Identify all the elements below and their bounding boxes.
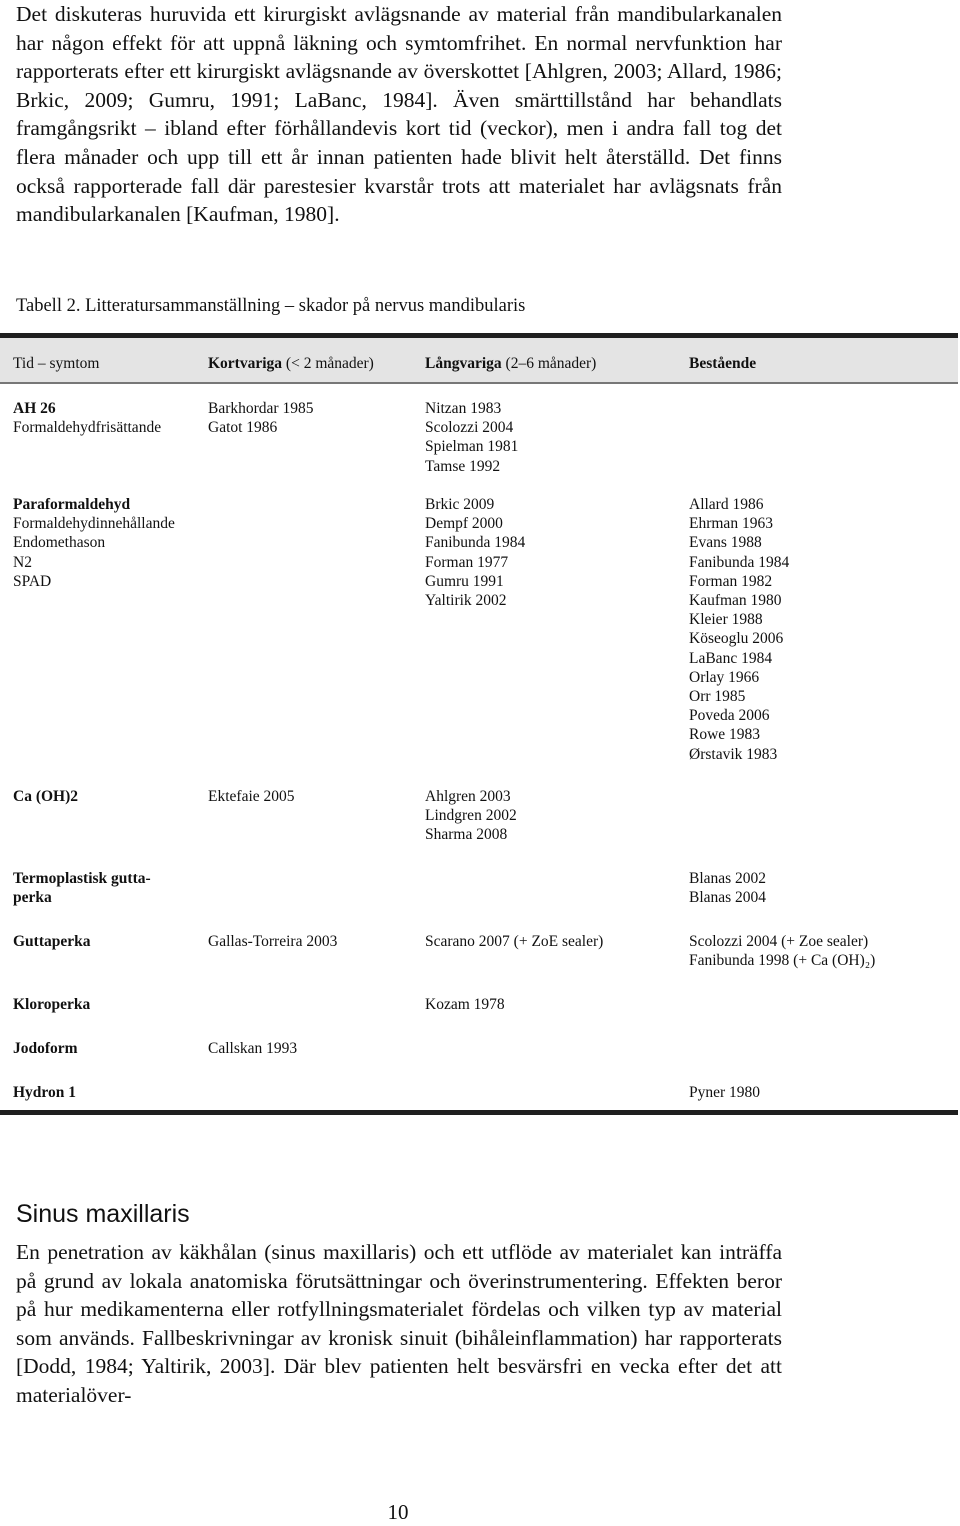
table-cell-material: Paraformaldehyd	[13, 496, 131, 513]
table-cell-permanent: Forman 1982	[689, 572, 773, 590]
table-cell-permanent: LaBanc 1984	[689, 649, 773, 667]
table-cell-long: Lindgren 2002	[425, 807, 517, 825]
table-cell-permanent: Kaufman 1980	[689, 592, 782, 609]
table-cell-long: Tamse 1992	[425, 457, 501, 475]
table-cell-material: AH 26	[13, 400, 56, 417]
header-short-term	[208, 355, 374, 373]
table-cell-permanent: Fanibunda 1998 (+ Ca (OH)₂)	[689, 952, 876, 970]
table-cell-short: Callskan 1993	[208, 1040, 298, 1057]
table-bottom-rule	[0, 1110, 958, 1115]
table-cell-long: Brkic 2009	[425, 496, 495, 513]
table-cell-long: Scolozzi 2004	[425, 419, 514, 437]
table-cell-permanent: Blanas 2004	[689, 889, 767, 907]
table-cell-permanent: Rowe 1983	[689, 726, 761, 744]
table-cell-material: Jodoform	[13, 1040, 78, 1057]
table-cell-permanent: Scolozzi 2004 (+ Zoe sealer)	[689, 933, 869, 950]
table-caption: Tabell 2. Litteratursammanställning – skador på nervus mandibularis	[16, 296, 526, 316]
table-cell-short: Ektefaie 2005	[208, 788, 295, 805]
header-long-term	[425, 355, 596, 373]
table-cell-long: Dempf 2000	[425, 515, 503, 533]
table-cell-long: Ahlgren 2003	[425, 788, 511, 805]
table-cell-material: SPAD	[13, 572, 52, 590]
table-cell-long: Scarano 2007 (+ ZoE sealer)	[425, 933, 604, 950]
table-cell-material: Endomethason	[13, 534, 106, 552]
table-cell-long: Yaltirik 2002	[425, 592, 507, 609]
table-cell-permanent: Allard 1986	[689, 496, 764, 513]
header-short-term-range: (< 2 månader)	[282, 355, 374, 372]
table-cell-material: Hydron 1	[13, 1084, 77, 1101]
table-cell-long: Gumru 1991	[425, 572, 504, 590]
header-long-term-range: (2–6 månader)	[501, 355, 597, 372]
table-cell-material: Formaldehydfrisättande	[13, 419, 162, 437]
table-cell-short: Gatot 1986	[208, 419, 278, 437]
table-cell-permanent: Ørstavik 1983	[689, 745, 778, 763]
table-cell-permanent: Blanas 2002	[689, 870, 767, 887]
header-time-symptom: Tid – symtom	[13, 355, 100, 372]
table-cell-permanent: Orlay 1966	[689, 668, 760, 686]
header-permanent: Bestående	[689, 355, 757, 372]
table-cell-permanent: Poveda 2006	[689, 707, 770, 725]
table-cell-short: Barkhordar 1985	[208, 400, 314, 417]
table-cell-permanent: Köseoglu 2006	[689, 630, 784, 648]
table-cell-short: Gallas-Torreira 2003	[208, 933, 338, 950]
table-cell-long: Forman 1977	[425, 553, 509, 571]
table-cell-long: Kozam 1978	[425, 996, 505, 1013]
table-cell-material: Termoplastisk gutta-	[13, 870, 151, 887]
table-cell-permanent: Ehrman 1963	[689, 515, 773, 533]
header-long-term-bold: Långvariga	[425, 355, 502, 372]
table-cell-material: perka	[13, 889, 52, 907]
table-cell-permanent: Orr 1985	[689, 688, 746, 705]
table-cell-long: Nitzan 1983	[425, 400, 502, 417]
table-cell-material: Kloroperka	[13, 996, 91, 1013]
table-cell-long: Spielman 1981	[425, 438, 519, 456]
intro-paragraph: Det diskuteras huruvida ett kirurgiskt avlägsnande av material från mandibularkanalen har någon effekt för att uppnå läkning och symtomfrihet. En normal nervfunktion har rapporterats efter ett kirurgiskt avlägsnande av överskottet [Ahlgren, 2003; Allard, 1986; Brkic, 2009; Gumru, 1991; LaBanc, 1984]. Även smärttillstånd har behandlats framgångsrikt – ibland efter förhållandevis kort tid (veckor), men i andra fall tog det flera månader och upp till ett år innan patienten hade blivit helt återställd. Det finns också rapporterade fall där parestesier kvarstår trots att materialet har avlägsnats från mandibularkanalen [Kaufman, 1980].	[16, 2, 782, 227]
table-header	[0, 338, 958, 384]
table-cell-material: Ca (OH)2	[13, 788, 79, 805]
sinus-paragraph: En penetration av käkhålan (sinus maxillaris) och ett utflöde av materialet kan inträffa på grund av lokala anatomiska förutsättningar och överinstrumentering. Effekten beror på hur medikamenterna eller rotfyllningsmaterialet fördelas och vilken typ av material som används. Fallbeskrivningar av kronisk sinuit (bihåleinflammation) har rapporterats [Dodd, 1984; Yaltirik, 2003]. Där blev patienten helt besvärsfri en vecka efter det att materialöver-	[16, 1240, 782, 1407]
header-short-term-bold: Kortvariga	[208, 355, 283, 372]
table-cell-permanent: Kleier 1988	[689, 611, 763, 629]
page-number: 10	[387, 1500, 409, 1524]
table-cell-long: Fanibunda 1984	[425, 534, 526, 552]
table-cell-material: Formaldehydinnehållande	[13, 515, 175, 533]
table-cell-material: N2	[13, 553, 32, 571]
table-cell-permanent: Pyner 1980	[689, 1084, 761, 1101]
section-heading: Sinus maxillaris	[16, 1200, 190, 1228]
table-cell-material: Guttaperka	[13, 933, 91, 950]
table-cell-long: Sharma 2008	[425, 826, 508, 844]
table-cell-permanent: Evans 1988	[689, 534, 762, 552]
table-cell-permanent: Fanibunda 1984	[689, 553, 790, 571]
